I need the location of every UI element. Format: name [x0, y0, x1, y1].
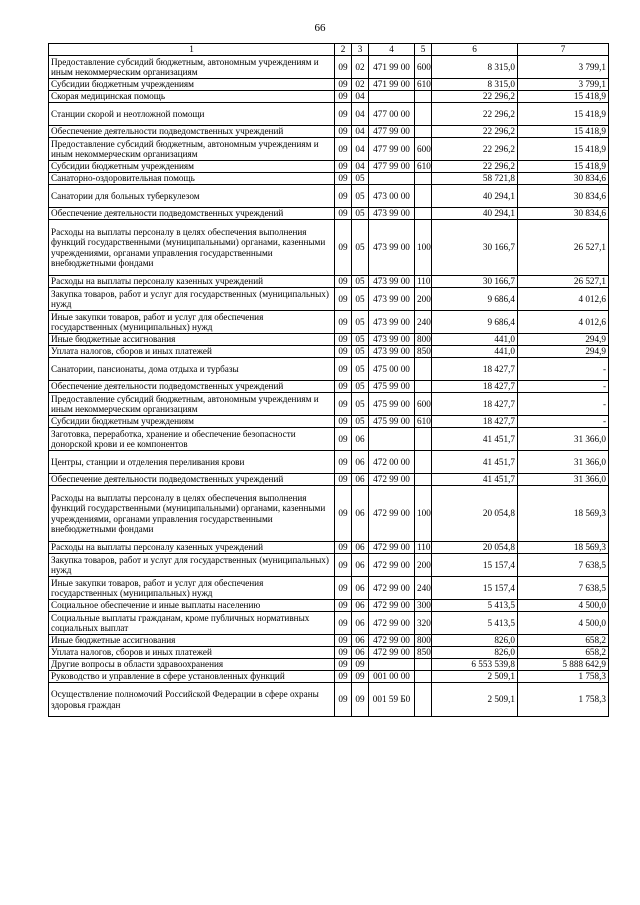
amount-plan-cell: 20 054,8: [432, 542, 518, 554]
section-code-cell: 09: [335, 79, 352, 91]
table-row: [49, 56, 609, 79]
amount-actual-cell: 15 418,9: [518, 103, 609, 126]
amount-plan-cell: 18 427,7: [432, 416, 518, 428]
table-row: [49, 486, 609, 542]
row-name-cell: Иные закупки товаров, работ и услуг для обеспечения государственных (муниципальных) нужд: [49, 577, 335, 600]
table-row: [49, 393, 609, 416]
amount-plan-cell: 41 451,7: [432, 428, 518, 451]
table-row: [49, 276, 609, 288]
amount-actual-cell: 7 638,5: [518, 577, 609, 600]
subsection-code-cell: 04: [352, 161, 369, 173]
expense-type-cell: 800: [415, 635, 432, 647]
row-name-cell: Субсидии бюджетным учреждениям: [49, 161, 335, 173]
table-row: [49, 288, 609, 311]
subsection-code-cell: 05: [352, 346, 369, 358]
expense-type-cell: [415, 683, 432, 717]
section-code-cell: 09: [335, 91, 352, 103]
row-name-cell: Уплата налогов, сборов и иных платежей: [49, 647, 335, 659]
expense-type-cell: [415, 173, 432, 185]
subsection-code-cell: 05: [352, 311, 369, 334]
amount-actual-cell: -: [518, 416, 609, 428]
amount-actual-cell: 7 638,5: [518, 554, 609, 577]
row-name-cell: Предоставление субсидий бюджетным, автономным учреждениям и иным некоммерческим организациям: [49, 56, 335, 79]
section-code-cell: 09: [335, 683, 352, 717]
amount-plan-cell: 40 294,1: [432, 208, 518, 220]
target-article-cell: 473 00 00: [369, 185, 415, 208]
expense-type-cell: 200: [415, 288, 432, 311]
section-code-cell: 09: [335, 635, 352, 647]
target-article-cell: 473 99 00: [369, 346, 415, 358]
row-name-cell: Социальное обеспечение и иные выплаты населению: [49, 600, 335, 612]
amount-actual-cell: 1 758,3: [518, 683, 609, 717]
row-name-cell: Другие вопросы в области здравоохранения: [49, 659, 335, 671]
expense-type-cell: 850: [415, 346, 432, 358]
target-article-cell: 477 99 00: [369, 138, 415, 161]
expense-type-cell: [415, 126, 432, 138]
subsection-code-cell: 06: [352, 612, 369, 635]
amount-actual-cell: 5 888 642,9: [518, 659, 609, 671]
target-article-cell: 471 99 00: [369, 79, 415, 91]
section-code-cell: 09: [335, 103, 352, 126]
amount-plan-cell: 30 166,7: [432, 276, 518, 288]
expense-type-cell: [415, 185, 432, 208]
expense-type-cell: 610: [415, 161, 432, 173]
target-article-cell: 471 99 00: [369, 56, 415, 79]
table-row: [49, 683, 609, 717]
table-row: [49, 91, 609, 103]
row-name-cell: Уплата налогов, сборов и иных платежей: [49, 346, 335, 358]
amount-actual-cell: 658,2: [518, 647, 609, 659]
amount-plan-cell: 22 296,2: [432, 91, 518, 103]
amount-plan-cell: 15 157,4: [432, 577, 518, 600]
row-name-cell: Заготовка, переработка, хранение и обеспечение безопасности донорской крови и ее компонентов: [49, 428, 335, 451]
amount-actual-cell: -: [518, 381, 609, 393]
expense-type-cell: 300: [415, 600, 432, 612]
amount-actual-cell: 30 834,6: [518, 173, 609, 185]
subsection-code-cell: 05: [352, 208, 369, 220]
target-article-cell: [369, 659, 415, 671]
section-code-cell: 09: [335, 173, 352, 185]
expense-type-cell: [415, 381, 432, 393]
target-article-cell: 472 00 00: [369, 451, 415, 474]
expense-type-cell: 240: [415, 577, 432, 600]
target-article-cell: 472 99 00: [369, 486, 415, 542]
table-row: [49, 577, 609, 600]
header-cell: 2: [335, 44, 352, 56]
amount-plan-cell: 5 413,5: [432, 612, 518, 635]
section-code-cell: 09: [335, 126, 352, 138]
amount-plan-cell: 18 427,7: [432, 381, 518, 393]
subsection-code-cell: 02: [352, 56, 369, 79]
header-cell: 6: [432, 44, 518, 56]
amount-plan-cell: 22 296,2: [432, 126, 518, 138]
section-code-cell: 09: [335, 671, 352, 683]
target-article-cell: 477 99 00: [369, 126, 415, 138]
expense-type-cell: 610: [415, 79, 432, 91]
amount-actual-cell: 26 527,1: [518, 276, 609, 288]
section-code-cell: 09: [335, 346, 352, 358]
row-name-cell: Обеспечение деятельности подведомственных учреждений: [49, 126, 335, 138]
section-code-cell: 09: [335, 486, 352, 542]
amount-plan-cell: 826,0: [432, 647, 518, 659]
amount-actual-cell: 15 418,9: [518, 91, 609, 103]
section-code-cell: 09: [335, 208, 352, 220]
subsection-code-cell: 09: [352, 659, 369, 671]
amount-actual-cell: 18 569,3: [518, 486, 609, 542]
table-row: [49, 635, 609, 647]
row-name-cell: Иные закупки товаров, работ и услуг для обеспечения государственных (муниципальных) нужд: [49, 311, 335, 334]
amount-actual-cell: 3 799,1: [518, 56, 609, 79]
target-article-cell: [369, 91, 415, 103]
amount-plan-cell: 2 509,1: [432, 683, 518, 717]
subsection-code-cell: 05: [352, 185, 369, 208]
row-name-cell: Обеспечение деятельности подведомственных учреждений: [49, 381, 335, 393]
subsection-code-cell: 06: [352, 486, 369, 542]
subsection-code-cell: 06: [352, 428, 369, 451]
amount-actual-cell: -: [518, 358, 609, 381]
row-name-cell: Расходы на выплаты персоналу казенных учреждений: [49, 542, 335, 554]
row-name-cell: Санатории, пансионаты, дома отдыха и турбазы: [49, 358, 335, 381]
table-body: [49, 56, 609, 717]
expense-type-cell: 100: [415, 220, 432, 276]
target-article-cell: 473 99 00: [369, 311, 415, 334]
subsection-code-cell: 04: [352, 91, 369, 103]
amount-actual-cell: 31 366,0: [518, 474, 609, 486]
expense-type-cell: 320: [415, 612, 432, 635]
subsection-code-cell: 05: [352, 288, 369, 311]
row-name-cell: Расходы на выплаты персоналу в целях обеспечения выполнения функций государственными (муниципальными) органами, казенными учреждениями, органами управления государственными внебюджетными фондами: [49, 486, 335, 542]
row-name-cell: Обеспечение деятельности подведомственных учреждений: [49, 208, 335, 220]
table-row: [49, 554, 609, 577]
table-row: [49, 659, 609, 671]
amount-actual-cell: 658,2: [518, 635, 609, 647]
row-name-cell: Скорая медицинская помощь: [49, 91, 335, 103]
amount-plan-cell: 9 686,4: [432, 288, 518, 311]
amount-actual-cell: 30 834,6: [518, 208, 609, 220]
table-row: [49, 474, 609, 486]
target-article-cell: 472 99 00: [369, 474, 415, 486]
expense-type-cell: 800: [415, 334, 432, 346]
row-name-cell: Расходы на выплаты персоналу казенных учреждений: [49, 276, 335, 288]
amount-plan-cell: 6 553 539,8: [432, 659, 518, 671]
section-code-cell: 09: [335, 416, 352, 428]
table-row: [49, 138, 609, 161]
row-name-cell: Санатории для больных туберкулезом: [49, 185, 335, 208]
amount-plan-cell: 58 721,8: [432, 173, 518, 185]
section-code-cell: 09: [335, 220, 352, 276]
amount-actual-cell: 4 500,0: [518, 600, 609, 612]
amount-actual-cell: -: [518, 393, 609, 416]
table-row: [49, 451, 609, 474]
target-article-cell: 472 99 00: [369, 542, 415, 554]
subsection-code-cell: 06: [352, 451, 369, 474]
table-row: [49, 220, 609, 276]
section-code-cell: 09: [335, 288, 352, 311]
table-row: [49, 161, 609, 173]
expense-type-cell: [415, 358, 432, 381]
expense-type-cell: [415, 103, 432, 126]
amount-actual-cell: 15 418,9: [518, 126, 609, 138]
section-code-cell: 09: [335, 311, 352, 334]
amount-actual-cell: 4 012,6: [518, 288, 609, 311]
target-article-cell: 475 99 00: [369, 393, 415, 416]
expense-type-cell: [415, 428, 432, 451]
amount-plan-cell: 826,0: [432, 635, 518, 647]
section-code-cell: 09: [335, 185, 352, 208]
subsection-code-cell: 04: [352, 103, 369, 126]
table-row: [49, 600, 609, 612]
header-cell: 4: [369, 44, 415, 56]
subsection-code-cell: 05: [352, 381, 369, 393]
row-name-cell: Предоставление субсидий бюджетным, автономным учреждениям и иным некоммерческим организациям: [49, 138, 335, 161]
row-name-cell: Санаторно-оздоровительная помощь: [49, 173, 335, 185]
expense-type-cell: 110: [415, 276, 432, 288]
amount-plan-cell: 5 413,5: [432, 600, 518, 612]
table-row: [49, 126, 609, 138]
subsection-code-cell: 06: [352, 554, 369, 577]
amount-plan-cell: 15 157,4: [432, 554, 518, 577]
table-row: [49, 311, 609, 334]
amount-plan-cell: 441,0: [432, 334, 518, 346]
amount-plan-cell: 22 296,2: [432, 138, 518, 161]
target-article-cell: 475 00 00: [369, 358, 415, 381]
subsection-code-cell: 05: [352, 416, 369, 428]
row-name-cell: Расходы на выплаты персоналу в целях обеспечения выполнения функций государственными (муниципальными) органами, казенными учреждениями, органами управления государственными внебюджетными фондами: [49, 220, 335, 276]
section-code-cell: 09: [335, 451, 352, 474]
expense-type-cell: 100: [415, 486, 432, 542]
section-code-cell: 09: [335, 554, 352, 577]
amount-plan-cell: 8 315,0: [432, 79, 518, 91]
row-name-cell: Субсидии бюджетным учреждениям: [49, 79, 335, 91]
budget-table: [48, 43, 609, 717]
section-code-cell: 09: [335, 600, 352, 612]
amount-actual-cell: 15 418,9: [518, 161, 609, 173]
table-row: [49, 346, 609, 358]
amount-actual-cell: 18 569,3: [518, 542, 609, 554]
subsection-code-cell: 05: [352, 393, 369, 416]
subsection-code-cell: 06: [352, 474, 369, 486]
section-code-cell: 09: [335, 659, 352, 671]
amount-plan-cell: 441,0: [432, 346, 518, 358]
section-code-cell: 09: [335, 276, 352, 288]
row-name-cell: Социальные выплаты гражданам, кроме публичных нормативных социальных выплат: [49, 612, 335, 635]
expense-type-cell: 200: [415, 554, 432, 577]
table-row: [49, 416, 609, 428]
amount-actual-cell: 15 418,9: [518, 138, 609, 161]
amount-actual-cell: 1 758,3: [518, 671, 609, 683]
subsection-code-cell: 04: [352, 138, 369, 161]
amount-actual-cell: 3 799,1: [518, 79, 609, 91]
expense-type-cell: [415, 671, 432, 683]
section-code-cell: 09: [335, 393, 352, 416]
header-cell: 7: [518, 44, 609, 56]
table-row: [49, 103, 609, 126]
amount-plan-cell: 22 296,2: [432, 103, 518, 126]
amount-actual-cell: 4 012,6: [518, 311, 609, 334]
section-code-cell: 09: [335, 161, 352, 173]
target-article-cell: 472 99 00: [369, 647, 415, 659]
amount-actual-cell: 31 366,0: [518, 451, 609, 474]
table-row: [49, 381, 609, 393]
expense-type-cell: 110: [415, 542, 432, 554]
target-article-cell: 477 00 00: [369, 103, 415, 126]
target-article-cell: 472 99 00: [369, 554, 415, 577]
section-code-cell: 09: [335, 428, 352, 451]
target-article-cell: [369, 428, 415, 451]
table-row: [49, 79, 609, 91]
section-code-cell: 09: [335, 474, 352, 486]
section-code-cell: 09: [335, 138, 352, 161]
subsection-code-cell: 06: [352, 542, 369, 554]
expense-type-cell: 610: [415, 416, 432, 428]
page-number: 66: [314, 22, 326, 34]
amount-plan-cell: 8 315,0: [432, 56, 518, 79]
subsection-code-cell: 05: [352, 220, 369, 276]
subsection-code-cell: 02: [352, 79, 369, 91]
row-name-cell: Закупка товаров, работ и услуг для государственных (муниципальных) нужд: [49, 554, 335, 577]
target-article-cell: 472 99 00: [369, 577, 415, 600]
expense-type-cell: [415, 659, 432, 671]
expense-type-cell: [415, 91, 432, 103]
target-article-cell: 475 99 00: [369, 381, 415, 393]
row-name-cell: Закупка товаров, работ и услуг для государственных (муниципальных) нужд: [49, 288, 335, 311]
table-row: [49, 185, 609, 208]
target-article-cell: 472 99 00: [369, 612, 415, 635]
expense-type-cell: [415, 208, 432, 220]
table-row: [49, 647, 609, 659]
section-code-cell: 09: [335, 612, 352, 635]
row-name-cell: Станции скорой и неотложной помощи: [49, 103, 335, 126]
table-row: [49, 542, 609, 554]
subsection-code-cell: 04: [352, 126, 369, 138]
amount-plan-cell: 2 509,1: [432, 671, 518, 683]
target-article-cell: [369, 173, 415, 185]
amount-plan-cell: 18 427,7: [432, 358, 518, 381]
amount-actual-cell: 294,9: [518, 346, 609, 358]
subsection-code-cell: 06: [352, 635, 369, 647]
section-code-cell: 09: [335, 577, 352, 600]
header-row: [49, 44, 609, 56]
subsection-code-cell: 05: [352, 276, 369, 288]
target-article-cell: 475 99 00: [369, 416, 415, 428]
subsection-code-cell: 06: [352, 600, 369, 612]
expense-type-cell: 240: [415, 311, 432, 334]
row-name-cell: Иные бюджетные ассигнования: [49, 334, 335, 346]
section-code-cell: 09: [335, 381, 352, 393]
row-name-cell: Осуществление полномочий Российской Федерации в сфере охраны здоровья граждан: [49, 683, 335, 717]
row-name-cell: Предоставление субсидий бюджетным, автономным учреждениям и иным некоммерческим организациям: [49, 393, 335, 416]
amount-actual-cell: 30 834,6: [518, 185, 609, 208]
table-row: [49, 358, 609, 381]
target-article-cell: 473 99 00: [369, 208, 415, 220]
header-cell: 3: [352, 44, 369, 56]
amount-actual-cell: 26 527,1: [518, 220, 609, 276]
target-article-cell: 001 59 Б0: [369, 683, 415, 717]
row-name-cell: Субсидии бюджетным учреждениям: [49, 416, 335, 428]
subsection-code-cell: 05: [352, 358, 369, 381]
subsection-code-cell: 06: [352, 647, 369, 659]
table-row: [49, 671, 609, 683]
amount-plan-cell: 18 427,7: [432, 393, 518, 416]
target-article-cell: 472 99 00: [369, 600, 415, 612]
row-name-cell: Центры, станции и отделения переливания крови: [49, 451, 335, 474]
amount-plan-cell: 20 054,8: [432, 486, 518, 542]
target-article-cell: 473 99 00: [369, 276, 415, 288]
amount-plan-cell: 40 294,1: [432, 185, 518, 208]
amount-actual-cell: 294,9: [518, 334, 609, 346]
amount-plan-cell: 41 451,7: [432, 474, 518, 486]
subsection-code-cell: 05: [352, 334, 369, 346]
table-row: [49, 173, 609, 185]
table-row: [49, 428, 609, 451]
section-code-cell: 09: [335, 542, 352, 554]
expense-type-cell: [415, 474, 432, 486]
header-cell: 5: [415, 44, 432, 56]
header-cell: 1: [49, 44, 335, 56]
expense-type-cell: 850: [415, 647, 432, 659]
target-article-cell: 001 00 00: [369, 671, 415, 683]
subsection-code-cell: 05: [352, 173, 369, 185]
target-article-cell: 477 99 00: [369, 161, 415, 173]
subsection-code-cell: 09: [352, 683, 369, 717]
section-code-cell: 09: [335, 56, 352, 79]
amount-actual-cell: 4 500,0: [518, 612, 609, 635]
expense-type-cell: 600: [415, 56, 432, 79]
section-code-cell: 09: [335, 358, 352, 381]
amount-plan-cell: 41 451,7: [432, 451, 518, 474]
row-name-cell: Иные бюджетные ассигнования: [49, 635, 335, 647]
target-article-cell: 473 99 00: [369, 288, 415, 311]
expense-type-cell: 600: [415, 138, 432, 161]
table-row: [49, 334, 609, 346]
section-code-cell: 09: [335, 647, 352, 659]
target-article-cell: 473 99 00: [369, 334, 415, 346]
section-code-cell: 09: [335, 334, 352, 346]
amount-plan-cell: 22 296,2: [432, 161, 518, 173]
table-row: [49, 208, 609, 220]
expense-type-cell: [415, 451, 432, 474]
target-article-cell: 473 99 00: [369, 220, 415, 276]
expense-type-cell: 600: [415, 393, 432, 416]
subsection-code-cell: 09: [352, 671, 369, 683]
target-article-cell: 472 99 00: [369, 635, 415, 647]
row-name-cell: Обеспечение деятельности подведомственных учреждений: [49, 474, 335, 486]
amount-plan-cell: 9 686,4: [432, 311, 518, 334]
table-row: [49, 612, 609, 635]
subsection-code-cell: 06: [352, 577, 369, 600]
row-name-cell: Руководство и управление в сфере установленных функций: [49, 671, 335, 683]
amount-actual-cell: 31 366,0: [518, 428, 609, 451]
amount-plan-cell: 30 166,7: [432, 220, 518, 276]
